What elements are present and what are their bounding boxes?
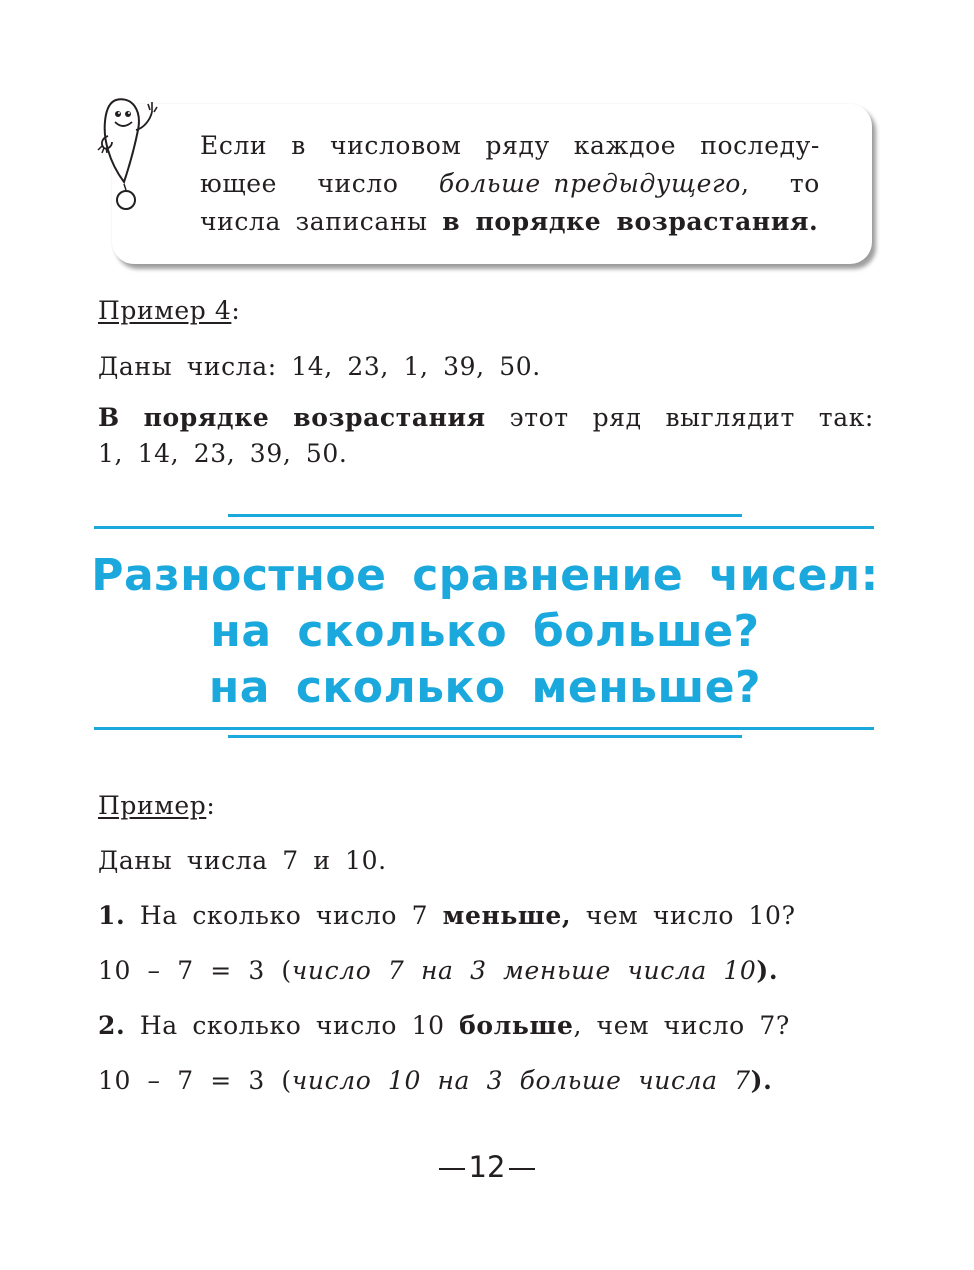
answer-2-end: ). [750,1066,773,1095]
section-heading-line2: на сколько больше? [210,606,760,657]
example-label-text: Пример [98,791,207,820]
rule-italic-phrase [439,165,750,203]
page-number-value: 12 [468,1150,506,1184]
page-number-dash-left [439,1168,465,1170]
example4-ascending [98,400,874,472]
ascending-bold-word: В [98,403,120,432]
ascending-bold-word: возрастания [293,403,486,432]
rule-word: ряду [485,131,550,160]
page-number-dash-right [509,1168,535,1170]
rule-word: число [317,169,399,198]
rule-word: числовом [329,131,462,160]
rule-period: . [809,207,819,236]
section-heading-line3: на сколько меньше? [208,662,762,713]
rule-word: Если [200,131,268,160]
answer-2-explanation: число 10 на 3 больше числа 7 [291,1066,751,1095]
example4-given: Даны числа: 14, 23, 1, 39, 50. [98,352,541,381]
heading-rule-bottom-long [94,727,874,730]
answer-1-expression: 10 – 7 = 3 ( [98,956,292,985]
answer-2 [98,1066,772,1095]
rule-word: ющее [200,169,277,198]
rule-text [200,127,820,241]
rule-line-2 [200,165,820,203]
example4-label [98,296,240,325]
ascending-word: этот [509,403,569,432]
question-2-number: 2. [98,1011,126,1040]
rule-line-3 [200,203,820,241]
ascending-bold-word: порядке [143,403,270,432]
question-2-bold: больше [459,1011,574,1040]
question-1-text-end: чем число 10? [585,901,796,930]
example4-ascending-result: 1, 14, 23, 39, 50. [98,439,348,468]
rule-word: то [789,169,820,198]
exclamation-mascot-icon [94,90,174,220]
ascending-word: ряд [592,403,642,432]
example-label [98,791,215,820]
heading-rule-top-long [94,526,874,529]
question-1 [98,901,796,930]
rule-italic: больше предыдущего [438,169,741,198]
rule-plain: числа записаны [200,207,443,236]
answer-1 [98,956,778,985]
rule-word: последу- [700,131,820,160]
example4-label-colon: : [231,296,241,325]
page-number [0,1150,974,1184]
question-1-bold: меньше, [442,901,572,930]
answer-1-end: ). [756,956,779,985]
answer-1-explanation: число 7 на 3 меньше числа 10 [291,956,757,985]
ascending-word: так: [818,403,874,432]
rule-bold: в порядке возрастания [442,207,810,236]
example-given: Даны числа 7 и 10. [98,846,387,875]
ascending-word: выглядит [665,403,795,432]
question-2-text: На сколько число 10 [139,1011,445,1040]
rule-word: в [291,131,306,160]
section-heading-line1: Разностное сравнение чисел: [91,550,879,601]
rule-comma: , [740,169,750,198]
rule-line-1 [200,127,820,165]
heading-rule-top-short [228,514,742,517]
example4-ascending-row1 [98,400,874,436]
rule-word: каждое [573,131,677,160]
example-label-colon: : [206,791,216,820]
heading-rule-bottom-short [228,735,742,738]
section-heading [60,548,910,716]
question-1-text: На сколько число 7 [139,901,429,930]
question-1-number: 1. [98,901,126,930]
example4-label-text: Пример 4 [98,296,232,325]
question-2-text-end: , чем число 7? [573,1011,790,1040]
question-2 [98,1011,790,1040]
answer-2-expression: 10 – 7 = 3 ( [98,1066,292,1095]
